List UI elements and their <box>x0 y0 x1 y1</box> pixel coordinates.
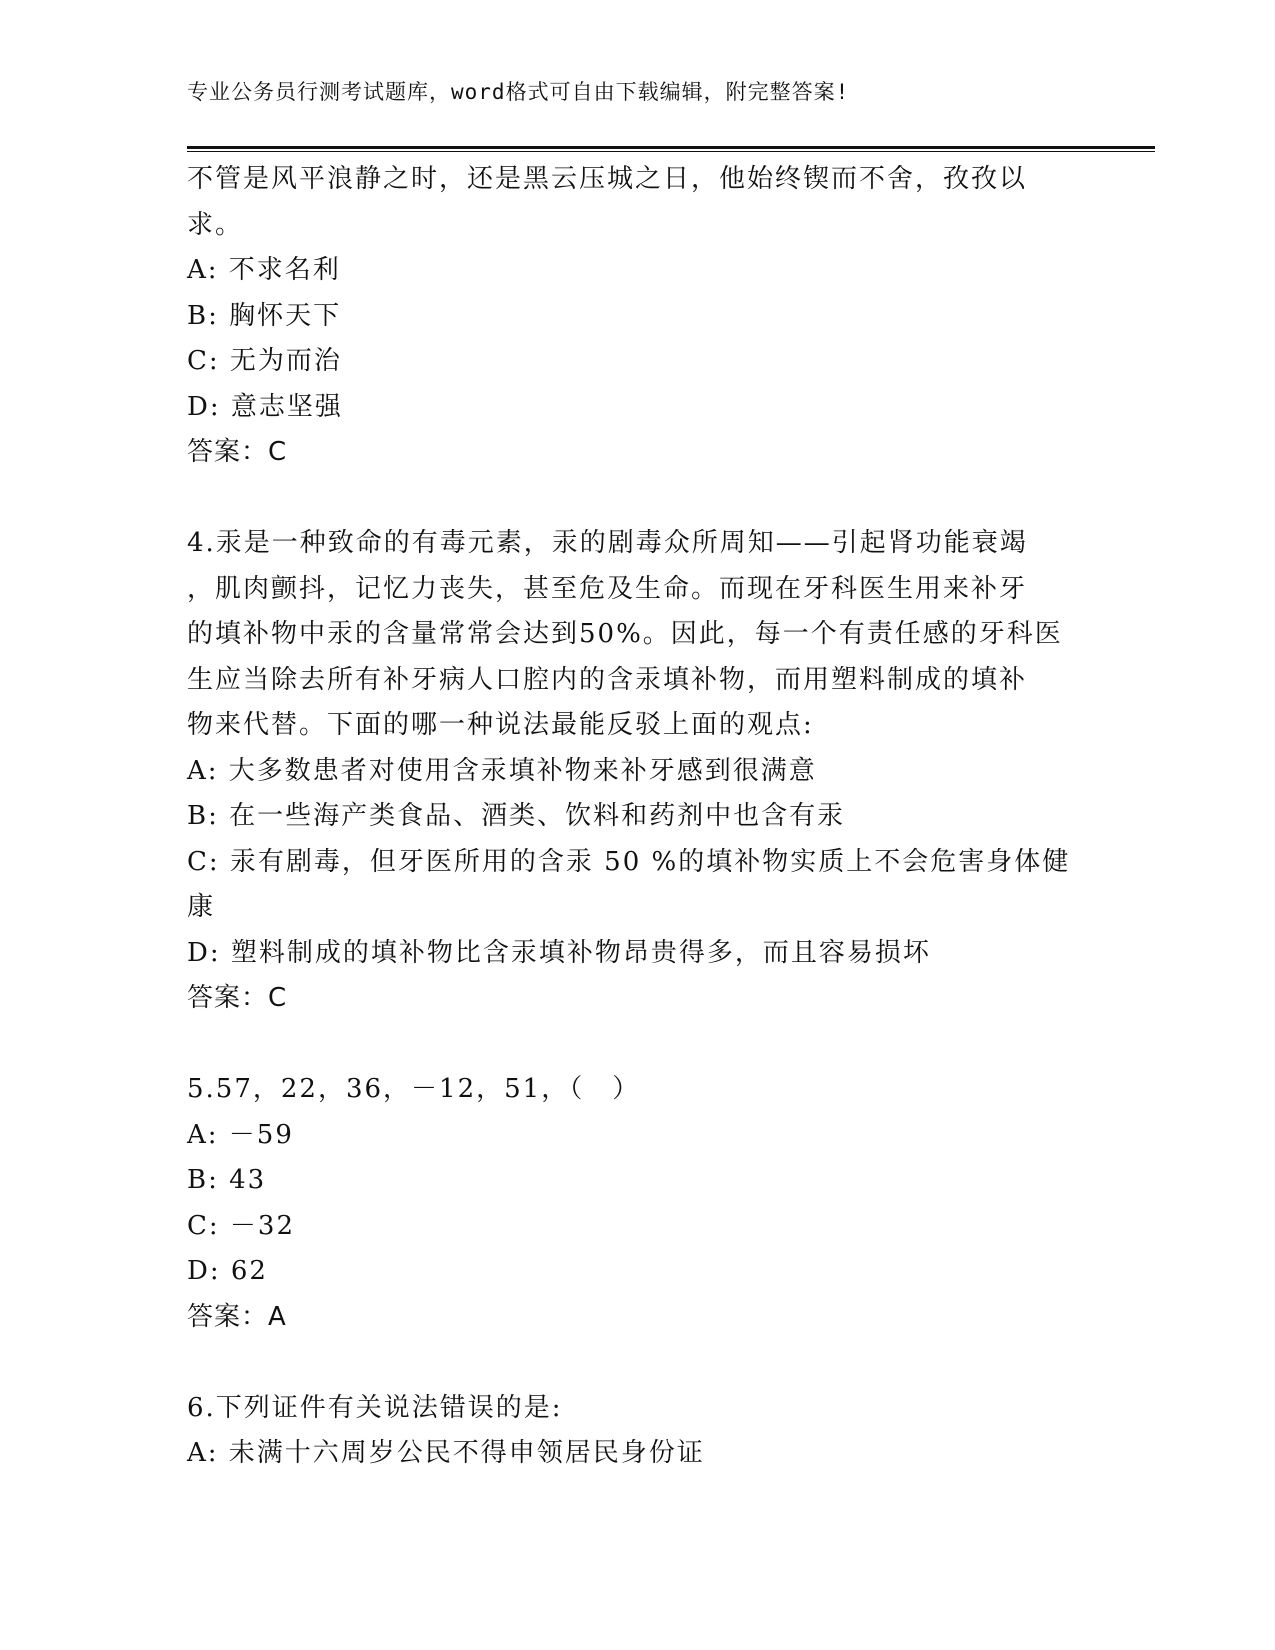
question-4 <box>187 521 1087 1022</box>
question-stem-line: 生应当除去所有补牙病人口腔内的含汞填补物，而用塑料制成的填补 <box>187 664 1028 695</box>
option-d: D: 62 <box>187 1256 268 1286</box>
header-rule-thick <box>187 146 1155 149</box>
question-stem-line: ，肌肉颤抖，记忆力丧失，甚至危及生命。而现在牙科医生用来补牙 <box>187 573 1028 604</box>
option-a: A: 未满十六周岁公民不得申领居民身份证 <box>187 1438 705 1468</box>
question-list <box>187 157 1087 1477</box>
option-c-continued: 康 <box>187 892 216 922</box>
option-a: A: －59 <box>187 1119 294 1150</box>
option-c: C: －32 <box>187 1210 296 1241</box>
option-a: A: 不求名利 <box>187 255 341 285</box>
answer-line: 答案：C <box>187 983 288 1013</box>
option-c: C: 无为而治 <box>187 346 342 376</box>
answer-line: 答案：C <box>187 437 288 467</box>
option-b: B: 胸怀天下 <box>187 300 342 331</box>
option-b: B: 43 <box>187 1165 267 1195</box>
header-rule-thin <box>187 151 1155 152</box>
question-stem-line: 求。 <box>187 209 244 240</box>
question-3 <box>187 157 1087 476</box>
question-stem-line: 5.57，22，36，－12，51，（ ） <box>187 1074 641 1104</box>
option-a: A: 大多数患者对使用含汞填补物来补牙感到很满意 <box>187 755 817 786</box>
question-stem-line: 6.下列证件有关说法错误的是: <box>187 1392 563 1423</box>
answer-line: 答案：A <box>187 1301 287 1332</box>
question-stem-line: 不管是风平浪静之时，还是黑云压城之日，他始终锲而不舍，孜孜以 <box>187 164 1028 194</box>
question-stem-line: 4.汞是一种致命的有毒元素，汞的剧毒众所周知——引起肾功能衰竭 <box>187 528 1028 558</box>
question-stem-line: 的填补物中汞的含量常常会达到50%。因此，每一个有责任感的牙科医 <box>187 619 1063 649</box>
option-d: D: 意志坚强 <box>187 391 343 422</box>
page-header: 专业公务员行测考试题库，word格式可自由下载编辑，附完整答案! <box>187 80 850 104</box>
question-stem-line: 物来代替。下面的哪一种说法最能反驳上面的观点: <box>187 710 814 740</box>
option-c: C: 汞有剧毒，但牙医所用的含汞 50 %的填补物实质上不会危害身体健 <box>187 846 1071 877</box>
option-d: D: 塑料制成的填补物比含汞填补物昂贵得多，而且容易损坏 <box>187 937 931 968</box>
option-b: B: 在一些海产类食品、酒类、饮料和药剂中也含有汞 <box>187 801 846 831</box>
question-5 <box>187 1067 1087 1340</box>
question-6 <box>187 1386 1087 1477</box>
